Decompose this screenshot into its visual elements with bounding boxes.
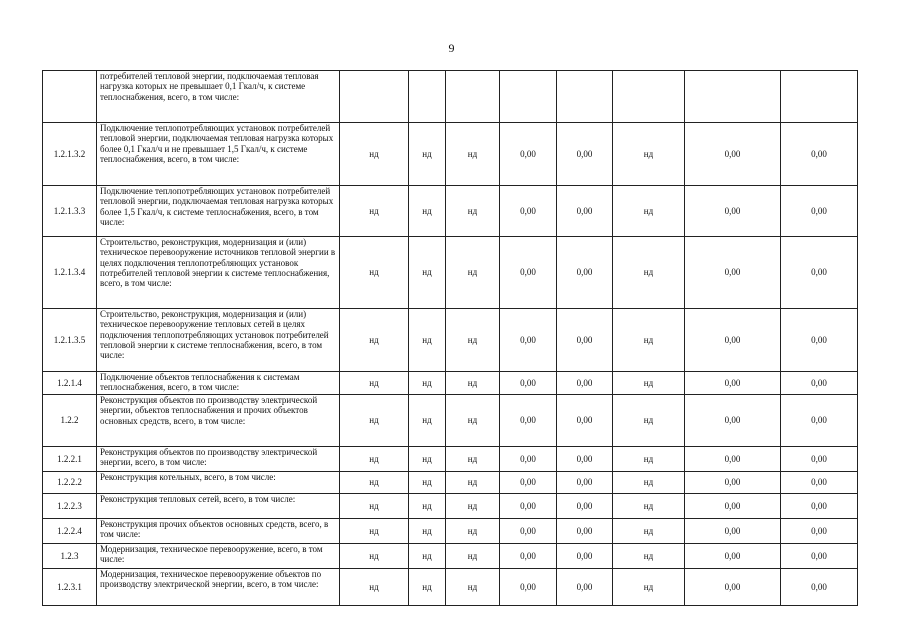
- value-cell-c3: нд: [446, 123, 500, 186]
- value-cell-c5: 0,00: [557, 519, 613, 544]
- value-cell-c2: нд: [409, 372, 446, 395]
- row-name-cell: Строительство, реконструкция, модернизация и (или) техническое перевооружение источников тепловой энергии в целях подключения теплопотребляющих установок потребителей тепловой энергии к системе теплоснабжения, всего, в том числе:: [97, 237, 340, 309]
- table-row: [43, 472, 858, 494]
- value-cell-c8: 0,00: [781, 123, 858, 186]
- value-cell-c1: нд: [340, 569, 409, 606]
- row-code-cell: 1.2.2.2: [43, 472, 97, 494]
- value-cell-c3: нд: [446, 519, 500, 544]
- row-name-cell: Реконструкция объектов по производству электрической энергии, объектов теплоснабжения и прочих объектов основных средств, всего, в том числе:: [97, 395, 340, 447]
- value-cell-c3: нд: [446, 309, 500, 372]
- value-cell-c2: нд: [409, 569, 446, 606]
- value-cell-c4: 0,00: [500, 395, 557, 447]
- table-row: [43, 309, 858, 372]
- page-number: 9: [448, 41, 455, 55]
- value-cell-c8: 0,00: [781, 395, 858, 447]
- value-cell-c7: 0,00: [685, 447, 781, 472]
- value-cell-c1: нд: [340, 544, 409, 569]
- value-cell-c7: 0,00: [685, 372, 781, 395]
- value-cell-c2: нд: [409, 519, 446, 544]
- value-cell-c8: [781, 71, 858, 123]
- value-cell-c6: нд: [613, 237, 685, 309]
- value-cell-c3: [446, 71, 500, 123]
- value-cell-c2: нд: [409, 309, 446, 372]
- value-cell-c3: нд: [446, 544, 500, 569]
- value-cell-c5: 0,00: [557, 372, 613, 395]
- row-name-cell: Модернизация, техническое перевооружение объектов по производству электрической энергии, всего, в том числе:: [97, 569, 340, 606]
- row-code-cell: 1.2.1.3.4: [43, 237, 97, 309]
- value-cell-c5: 0,00: [557, 309, 613, 372]
- table-row: [43, 123, 858, 186]
- value-cell-c3: нд: [446, 494, 500, 519]
- value-cell-c1: нд: [340, 472, 409, 494]
- value-cell-c4: 0,00: [500, 186, 557, 237]
- value-cell-c7: 0,00: [685, 472, 781, 494]
- row-code-cell: [43, 71, 97, 123]
- value-cell-c6: нд: [613, 395, 685, 447]
- value-cell-c6: нд: [613, 544, 685, 569]
- value-cell-c8: 0,00: [781, 186, 858, 237]
- row-code-cell: 1.2.2.3: [43, 494, 97, 519]
- row-code-cell: 1.2.3.1: [43, 569, 97, 606]
- value-cell-c4: 0,00: [500, 372, 557, 395]
- value-cell-c2: [409, 71, 446, 123]
- row-name-cell: Реконструкция тепловых сетей, всего, в том числе:: [97, 494, 340, 519]
- value-cell-c5: 0,00: [557, 494, 613, 519]
- value-cell-c8: 0,00: [781, 309, 858, 372]
- value-cell-c5: 0,00: [557, 395, 613, 447]
- value-cell-c1: нд: [340, 519, 409, 544]
- table-row: [43, 237, 858, 309]
- value-cell-c6: нд: [613, 309, 685, 372]
- value-cell-c1: нд: [340, 447, 409, 472]
- row-code-cell: 1.2.1.4: [43, 372, 97, 395]
- value-cell-c8: 0,00: [781, 519, 858, 544]
- value-cell-c5: [557, 71, 613, 123]
- row-name-cell: Реконструкция прочих объектов основных средств, всего, в том числе:: [97, 519, 340, 544]
- value-cell-c4: 0,00: [500, 519, 557, 544]
- value-cell-c6: [613, 71, 685, 123]
- value-cell-c1: нд: [340, 395, 409, 447]
- row-name-cell: Подключение объектов теплоснабжения к системам теплоснабжения, всего, в том числе:: [97, 372, 340, 395]
- table-row: [43, 544, 858, 569]
- table-row: [43, 186, 858, 237]
- value-cell-c1: [340, 71, 409, 123]
- value-cell-c6: нд: [613, 123, 685, 186]
- value-cell-c4: 0,00: [500, 544, 557, 569]
- value-cell-c4: 0,00: [500, 494, 557, 519]
- value-cell-c5: 0,00: [557, 186, 613, 237]
- value-cell-c6: нд: [613, 494, 685, 519]
- value-cell-c8: 0,00: [781, 494, 858, 519]
- value-cell-c5: 0,00: [557, 447, 613, 472]
- value-cell-c3: нд: [446, 447, 500, 472]
- value-cell-c5: 0,00: [557, 237, 613, 309]
- value-cell-c4: 0,00: [500, 309, 557, 372]
- value-cell-c8: 0,00: [781, 569, 858, 606]
- row-name-cell: Реконструкция объектов по производству электрической энергии, всего, в том числе:: [97, 447, 340, 472]
- value-cell-c8: 0,00: [781, 372, 858, 395]
- value-cell-c1: нд: [340, 123, 409, 186]
- value-cell-c8: 0,00: [781, 472, 858, 494]
- value-cell-c1: нд: [340, 186, 409, 237]
- value-cell-c8: 0,00: [781, 237, 858, 309]
- value-cell-c1: нд: [340, 309, 409, 372]
- table-row: [43, 519, 858, 544]
- value-cell-c7: 0,00: [685, 569, 781, 606]
- value-cell-c7: 0,00: [685, 309, 781, 372]
- row-name-cell: потребителей тепловой энергии, подключаемая тепловая нагрузка которых не превышает 0,1 Гкал/ч, к системе теплоснабжения, всего, в том числе:: [97, 71, 340, 123]
- table-row: [43, 395, 858, 447]
- row-name-cell: Подключение теплопотребляющих установок потребителей тепловой энергии, подключаемая тепловая нагрузка которых более 1,5 Гкал/ч, к системе теплоснабжения, всего, в том числе:: [97, 186, 340, 237]
- value-cell-c6: нд: [613, 519, 685, 544]
- value-cell-c7: 0,00: [685, 544, 781, 569]
- value-cell-c7: 0,00: [685, 494, 781, 519]
- table-row: [43, 71, 858, 123]
- value-cell-c3: нд: [446, 237, 500, 309]
- row-name-cell: Реконструкция котельных, всего, в том числе:: [97, 472, 340, 494]
- value-cell-c1: нд: [340, 494, 409, 519]
- value-cell-c4: 0,00: [500, 123, 557, 186]
- value-cell-c2: нд: [409, 447, 446, 472]
- investment-table: [42, 70, 858, 606]
- row-code-cell: 1.2.3: [43, 544, 97, 569]
- value-cell-c4: 0,00: [500, 472, 557, 494]
- value-cell-c7: 0,00: [685, 519, 781, 544]
- value-cell-c3: нд: [446, 186, 500, 237]
- value-cell-c3: нд: [446, 395, 500, 447]
- value-cell-c4: 0,00: [500, 569, 557, 606]
- table-row: [43, 494, 858, 519]
- value-cell-c3: нд: [446, 372, 500, 395]
- value-cell-c6: нд: [613, 569, 685, 606]
- value-cell-c6: нд: [613, 372, 685, 395]
- table-row: [43, 372, 858, 395]
- value-cell-c2: нд: [409, 395, 446, 447]
- value-cell-c6: нд: [613, 186, 685, 237]
- value-cell-c1: нд: [340, 372, 409, 395]
- value-cell-c2: нд: [409, 237, 446, 309]
- value-cell-c7: 0,00: [685, 186, 781, 237]
- value-cell-c2: нд: [409, 544, 446, 569]
- value-cell-c5: 0,00: [557, 123, 613, 186]
- value-cell-c8: 0,00: [781, 544, 858, 569]
- row-name-cell: Подключение теплопотребляющих установок потребителей тепловой энергии, подключаемая тепловая нагрузка которых более 0,1 Гкал/ч и не превышает 1,5 Гкал/ч, к системе теплоснабжения, всего, в том числе:: [97, 123, 340, 186]
- value-cell-c7: 0,00: [685, 237, 781, 309]
- value-cell-c2: нд: [409, 186, 446, 237]
- row-code-cell: 1.2.2: [43, 395, 97, 447]
- row-name-cell: Модернизация, техническое перевооружение, всего, в том числе:: [97, 544, 340, 569]
- row-code-cell: 1.2.1.3.5: [43, 309, 97, 372]
- value-cell-c4: 0,00: [500, 447, 557, 472]
- value-cell-c6: нд: [613, 472, 685, 494]
- row-code-cell: 1.2.2.4: [43, 519, 97, 544]
- value-cell-c3: нд: [446, 569, 500, 606]
- row-code-cell: 1.2.1.3.2: [43, 123, 97, 186]
- value-cell-c7: [685, 71, 781, 123]
- table-row: [43, 447, 858, 472]
- table-row: [43, 569, 858, 606]
- value-cell-c6: нд: [613, 447, 685, 472]
- row-name-cell: Строительство, реконструкция, модернизация и (или) техническое перевооружение тепловых сетей в целях подключения теплопотребляющих установок потребителей тепловой энергии к системе теплоснабжения, всего, в том числе:: [97, 309, 340, 372]
- row-code-cell: 1.2.2.1: [43, 447, 97, 472]
- value-cell-c7: 0,00: [685, 395, 781, 447]
- value-cell-c4: [500, 71, 557, 123]
- value-cell-c8: 0,00: [781, 447, 858, 472]
- row-code-cell: 1.2.1.3.3: [43, 186, 97, 237]
- value-cell-c5: 0,00: [557, 472, 613, 494]
- value-cell-c5: 0,00: [557, 544, 613, 569]
- value-cell-c5: 0,00: [557, 569, 613, 606]
- value-cell-c1: нд: [340, 237, 409, 309]
- value-cell-c2: нд: [409, 494, 446, 519]
- value-cell-c2: нд: [409, 123, 446, 186]
- value-cell-c4: 0,00: [500, 237, 557, 309]
- value-cell-c3: нд: [446, 472, 500, 494]
- value-cell-c7: 0,00: [685, 123, 781, 186]
- value-cell-c2: нд: [409, 472, 446, 494]
